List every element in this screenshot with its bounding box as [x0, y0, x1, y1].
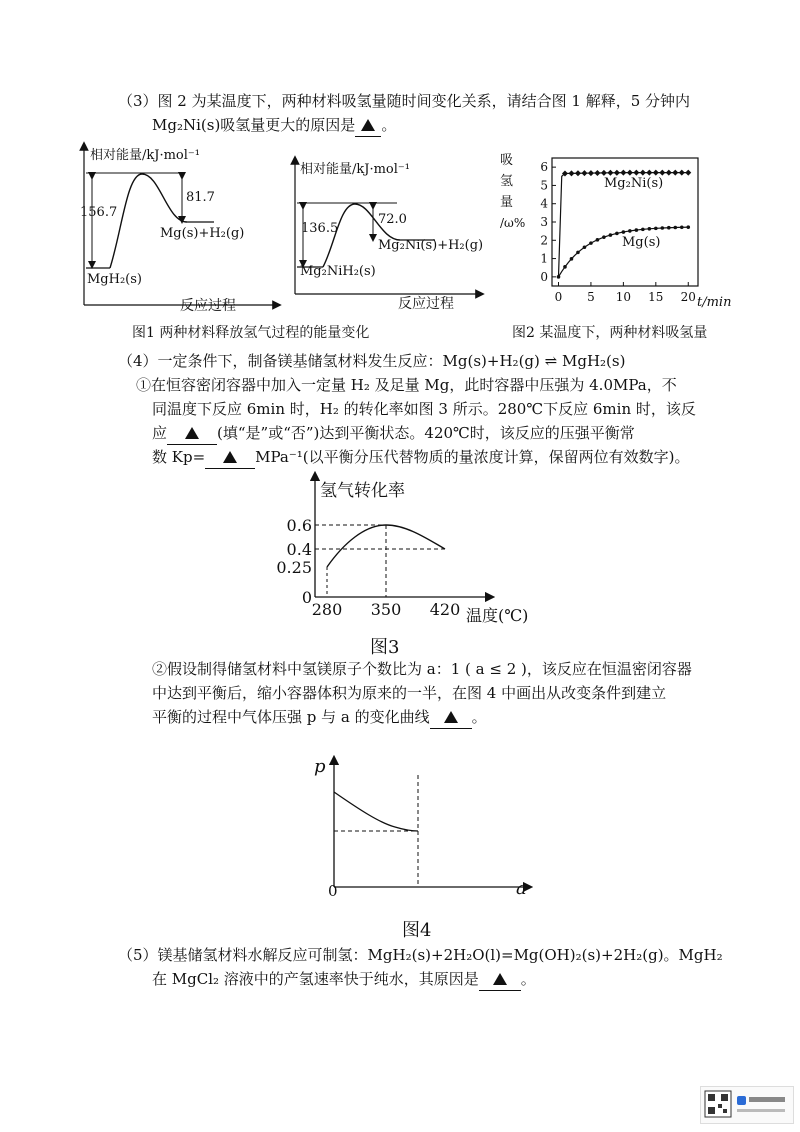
- fig2-xunit: t/min: [697, 295, 732, 310]
- fig1b-value-72: 72.0: [378, 212, 407, 227]
- mg-marker: [661, 226, 665, 230]
- mg2ni-marker: [575, 170, 581, 176]
- mg-marker: [615, 232, 619, 236]
- x-tick-label: 420: [429, 600, 461, 619]
- answer-blank-q4b[interactable]: [430, 706, 472, 729]
- mg2ni-marker: [653, 170, 659, 176]
- fig4-chart[interactable]: [325, 755, 535, 895]
- scanner-watermark: [700, 1086, 794, 1124]
- q4b-line-3: 平衡的过程中气体压强 p 与 a 的变化曲线 。: [152, 706, 487, 729]
- y-tick-label: 0.25: [276, 558, 312, 577]
- mg-marker: [628, 229, 632, 233]
- fig1-ylabel: 相对能量/kJ·mol⁻¹: [90, 148, 200, 163]
- mg2ni-marker: [640, 170, 646, 176]
- q4-line-4: 应 (填“是”或“否”)达到平衡状态。420℃时，该反应的压强平衡常: [152, 422, 635, 445]
- mg-marker: [570, 257, 574, 261]
- fig1-xlabel: 反应过程: [180, 298, 236, 314]
- x-tick-label: 280: [311, 600, 343, 619]
- qr-code-icon: [701, 1087, 793, 1123]
- q5-line-2: 在 MgCl₂ 溶液中的产氢速率快于纯水，其原因是 。: [152, 968, 536, 991]
- mg2ni-marker: [601, 170, 607, 176]
- answer-blank-q4-2[interactable]: [205, 446, 255, 469]
- mg-marker: [609, 233, 613, 237]
- y-tick-label: 4: [540, 196, 548, 211]
- fig3-ticks: [276, 516, 460, 619]
- fig1-caption: 图1 两种材料释放氢气过程的能量变化: [132, 325, 370, 341]
- mg2ni-marker: [679, 170, 685, 176]
- q4-line-1: （4）一定条件下，制备镁基储氢材料发生反应：Mg(s)+H₂(g) ⇌ MgH₂(s): [118, 352, 626, 370]
- fig1b-product: Mg₂Ni(s)+H₂(g): [378, 238, 484, 253]
- answer-blank-q5[interactable]: [479, 968, 521, 991]
- mg2ni-marker: [607, 170, 613, 176]
- mg-marker: [563, 265, 567, 269]
- mg-marker: [583, 245, 587, 249]
- q4b-line-1: ②假设制得储氢材料中氢镁原子个数比为 a：1 ( a ≤ 2 )，该反应在恒温密闭容器: [152, 660, 692, 678]
- q4-line-5: 数 Kp= MPa⁻¹(以平衡分压代替物质的量浓度计算，保留两位有效数字)。: [152, 446, 690, 469]
- answer-blank-q3[interactable]: [355, 114, 381, 137]
- fig3-caption: 图3: [370, 637, 400, 658]
- fig2-xticks: [555, 282, 696, 304]
- fig1b-ylabel: 相对能量/kJ·mol⁻¹: [300, 162, 410, 177]
- mg-marker: [667, 226, 671, 230]
- mg2ni-marker: [633, 170, 639, 176]
- mg2ni-marker: [659, 170, 665, 176]
- x-tick-label: 0: [554, 290, 563, 304]
- y-tick-label: 0.6: [286, 516, 312, 535]
- mg-marker: [596, 238, 600, 242]
- mg-marker: [635, 228, 639, 232]
- fig4-xlabel: a: [516, 878, 527, 899]
- triangle-icon: [223, 451, 237, 463]
- fig2-caption: 图2 某温度下，两种材料吸氢量: [512, 325, 708, 341]
- mg-marker: [589, 241, 593, 245]
- mg-marker: [686, 225, 690, 229]
- fig3-ylabel: 氢气转化率: [320, 481, 405, 501]
- y-tick-label: 0.4: [286, 540, 312, 559]
- q4-line-3: 同温度下反应 6min 时，H₂ 的转化率如图 3 所示。280℃下反应 6min 时，该反: [152, 400, 696, 418]
- triangle-icon: [444, 711, 458, 723]
- mg2ni-marker: [646, 170, 652, 176]
- fig4-caption: 图4: [402, 920, 432, 941]
- mg2ni-marker: [672, 170, 678, 176]
- mg-marker: [576, 251, 580, 255]
- y-tick-label: 1: [540, 251, 548, 266]
- pressure-curve: [334, 792, 418, 831]
- fig3-xlabel: 温度(℃): [466, 606, 529, 625]
- q4-line-2: ①在恒容密闭容器中加入一定量 H₂ 及足量 Mg，此时容器中压强为 4.0MPa，不: [136, 376, 677, 394]
- fig1-value-156: 156.7: [80, 205, 118, 220]
- mg-marker: [673, 226, 677, 230]
- fig4-ylabel: p: [314, 756, 326, 777]
- fig1-reactant: MgH₂(s): [87, 272, 142, 287]
- fig1b-reactant: Mg₂NiH₂(s): [300, 264, 376, 279]
- fig2-yticks: [540, 160, 556, 284]
- mg-marker: [622, 230, 626, 234]
- q5-line-1: （5）镁基储氢材料水解反应可制氢：MgH₂(s)+2H₂O(l)=Mg(OH)₂(s)+2H₂(g)。MgH₂: [118, 946, 723, 964]
- fig1b-value-136: 136.5: [301, 221, 339, 236]
- fig2-series2-label: Mg(s): [622, 235, 661, 250]
- y-tick-label: 6: [540, 160, 548, 175]
- q3-line-2: Mg₂Ni(s)吸氢量更大的原因是 。: [152, 114, 396, 137]
- q4b-line-2: 中达到平衡后，缩小容器体积为原来的一半，在图 4 中画出从改变条件到建立: [152, 684, 667, 702]
- mg2ni-marker: [568, 170, 574, 176]
- mg-marker: [654, 227, 658, 231]
- mg2ni-marker: [666, 170, 672, 176]
- mg2ni-marker: [594, 170, 600, 176]
- mg2ni-marker: [620, 170, 626, 176]
- fig1b-xlabel: 反应过程: [398, 296, 454, 312]
- mg-marker: [641, 228, 645, 232]
- mg2ni-marker: [614, 170, 620, 176]
- y-tick-label: 0: [301, 588, 312, 607]
- answer-blank-q4-1[interactable]: [167, 422, 217, 445]
- x-tick-label: 15: [648, 290, 664, 304]
- mg-marker: [602, 235, 606, 239]
- fig1-value-81: 81.7: [186, 190, 215, 205]
- fig2-series1-label: Mg₂Ni(s): [604, 176, 664, 191]
- fig2-ylabel: 吸 氢 量 /ω%: [500, 153, 526, 230]
- mg2ni-marker: [685, 170, 691, 176]
- mg-marker: [557, 275, 561, 279]
- mg2ni-marker: [588, 170, 594, 176]
- x-tick-label: 350: [370, 600, 402, 619]
- fig4-origin: 0: [328, 882, 338, 900]
- y-tick-label: 5: [540, 178, 548, 193]
- x-tick-label: 5: [587, 290, 595, 304]
- fig1-product: Mg(s)+H₂(g): [160, 226, 245, 241]
- mg-marker: [680, 226, 684, 230]
- mg2ni-marker: [627, 170, 633, 176]
- y-tick-label: 3: [540, 215, 548, 229]
- y-tick-label: 0: [540, 269, 548, 284]
- triangle-icon: [361, 119, 375, 131]
- triangle-icon: [493, 973, 507, 985]
- x-tick-label: 10: [615, 290, 632, 304]
- y-tick-label: 2: [540, 233, 548, 248]
- triangle-icon: [185, 427, 199, 439]
- mg-marker: [648, 227, 652, 231]
- q3-line-1: （3）图 2 为某温度下，两种材料吸氢量随时间变化关系，请结合图 1 解释，5 分钟内: [118, 92, 691, 110]
- x-tick-label: 20: [680, 290, 696, 304]
- mg2ni-marker: [581, 170, 587, 176]
